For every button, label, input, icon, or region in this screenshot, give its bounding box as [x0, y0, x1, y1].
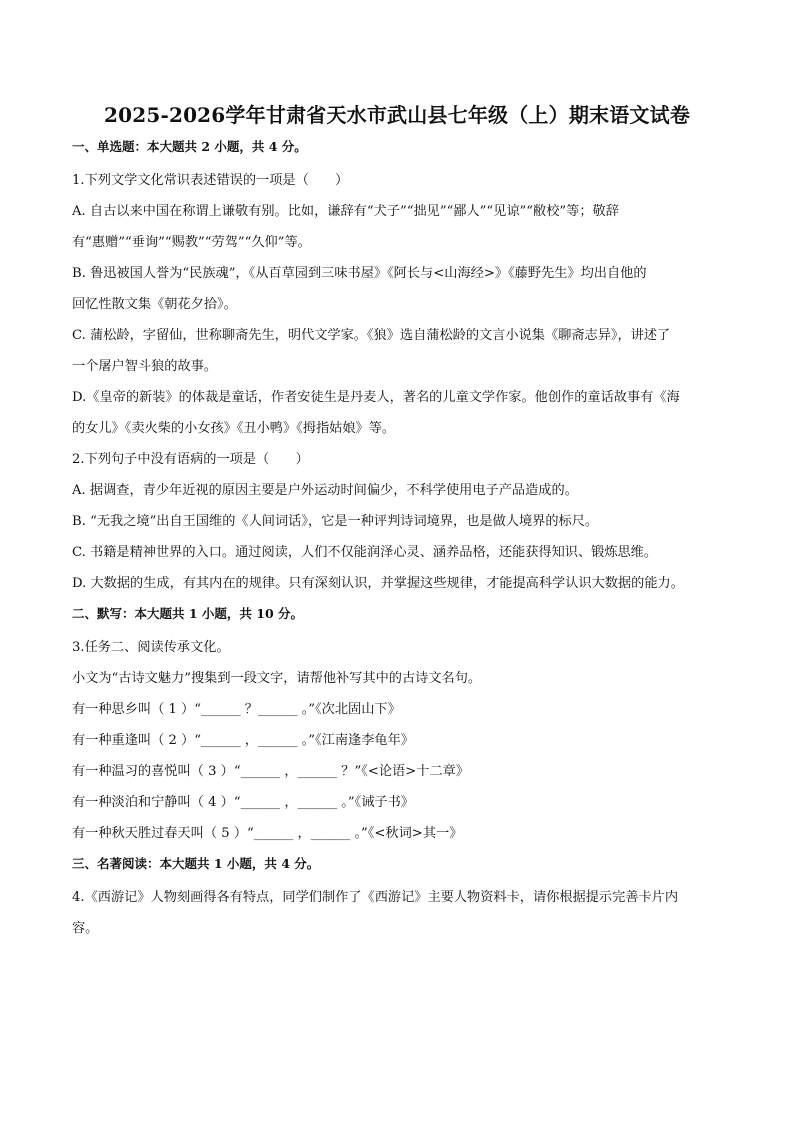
question-stem: 2.下列句子中没有语病的一项是（ ） — [72, 452, 309, 467]
fill-blank-5: 有一种秋天胜过春天叫（ 5 ）“______ ，______ 。”《<秋词>其一》 — [72, 826, 463, 841]
section-heading-single-choice: 一、单选题：本大题共 2 小题，共 4 分。 — [72, 139, 307, 154]
option-d-line-1: D. 大数据的生成，有其内在的规律。只有深刻认识，并掌握这些规律，才能提高科学认识大数据的能力。 — [72, 576, 684, 591]
option-d-line-1: D.《皇帝的新装》的体裁是童话，作者安徒生是丹麦人，著名的儿童文学作家。他创作的童话故事有《海 — [72, 390, 680, 405]
exam-page — [72, 102, 722, 944]
option-c-line-1: C. 蒲松龄，字留仙，世称聊斋先生，明代文学家。《狼》选自蒲松龄的文言小说集《聊斋志异》，讲述了 — [72, 328, 671, 343]
option-a-line-2: 有“惠赠”“垂询”“赐教”“劳驾”“久仰”等。 — [72, 235, 311, 250]
option-a-line-1: A. 自古以来中国在称谓上谦敬有别。比如，谦辞有“犬子”“拙见”“鄙人”“见谅”“敝校”等；敬辞 — [72, 204, 619, 219]
question-stem-line-1: 4.《西游记》人物刻画得各有特点，同学们制作了《西游记》主要人物资料卡，请你根据提示完善卡片内 — [72, 890, 679, 905]
section-heading-dictation: 二、默写：本大题共 1 小题，共 10 分。 — [72, 606, 304, 621]
question-stem: 3.任务二、阅读传承文化。 — [72, 640, 230, 655]
question-instruction: 小文为“古诗文魅力”搜集到一段文字，请帮他补写其中的古诗文名句。 — [72, 671, 482, 686]
option-d-line-2: 的女儿》《卖火柴的小女孩》《丑小鸭》《拇指姑娘》等。 — [72, 421, 396, 436]
section-heading-classic-reading: 三、名著阅读：本大题共 1 小题，共 4 分。 — [72, 856, 320, 871]
option-b-line-1: B. 鲁迅被国人誉为“民族魂”，《从百草园到三味书屋》《阿长与<山海经>》《藤野先生》均出自他的 — [72, 266, 647, 281]
option-a-line-1: A. 据调查，青少年近视的原因主要是户外运动时间偏少，不科学使用电子产品造成的。 — [72, 483, 578, 498]
fill-blank-3: 有一种温习的喜悦叫（ 3 ）“______ ，______ ？”《<论语>十二章》 — [72, 764, 470, 779]
exam-title: 2025-2026学年甘肃省天水市武山县七年级（上）期末语文试卷 — [103, 103, 691, 127]
question-1 — [72, 165, 722, 444]
question-2 — [72, 444, 722, 599]
question-3 — [72, 632, 722, 849]
fill-blank-2: 有一种重逢叫（ 2 ）“______ ，______ 。”《江南逢李龟年》 — [72, 733, 414, 748]
option-c-line-1: C. 书籍是精神世界的入口。通过阅读，人们不仅能润泽心灵、涵养品格，还能获得知识、锻炼思维。 — [72, 545, 658, 560]
question-stem-line-2: 容。 — [72, 921, 99, 936]
option-b-line-1: B. “无我之境”出自王国维的《人间词话》，它是一种评判诗词境界，也是做人境界的标尺。 — [72, 514, 599, 529]
question-4 — [72, 882, 722, 944]
option-c-line-2: 一个屠户智斗狼的故事。 — [72, 359, 218, 374]
fill-blank-4: 有一种淡泊和宁静叫（ 4 ）“______ ，______ 。”《诫子书》 — [72, 795, 414, 810]
question-stem: 1.下列文学文化常识表述错误的一项是（ ） — [72, 173, 349, 188]
fill-blank-1: 有一种思乡叫（ 1 ）“______ ？______ 。”《次北固山下》 — [72, 702, 401, 717]
option-b-line-2: 回忆性散文集《朝花夕拾》。 — [72, 297, 237, 312]
